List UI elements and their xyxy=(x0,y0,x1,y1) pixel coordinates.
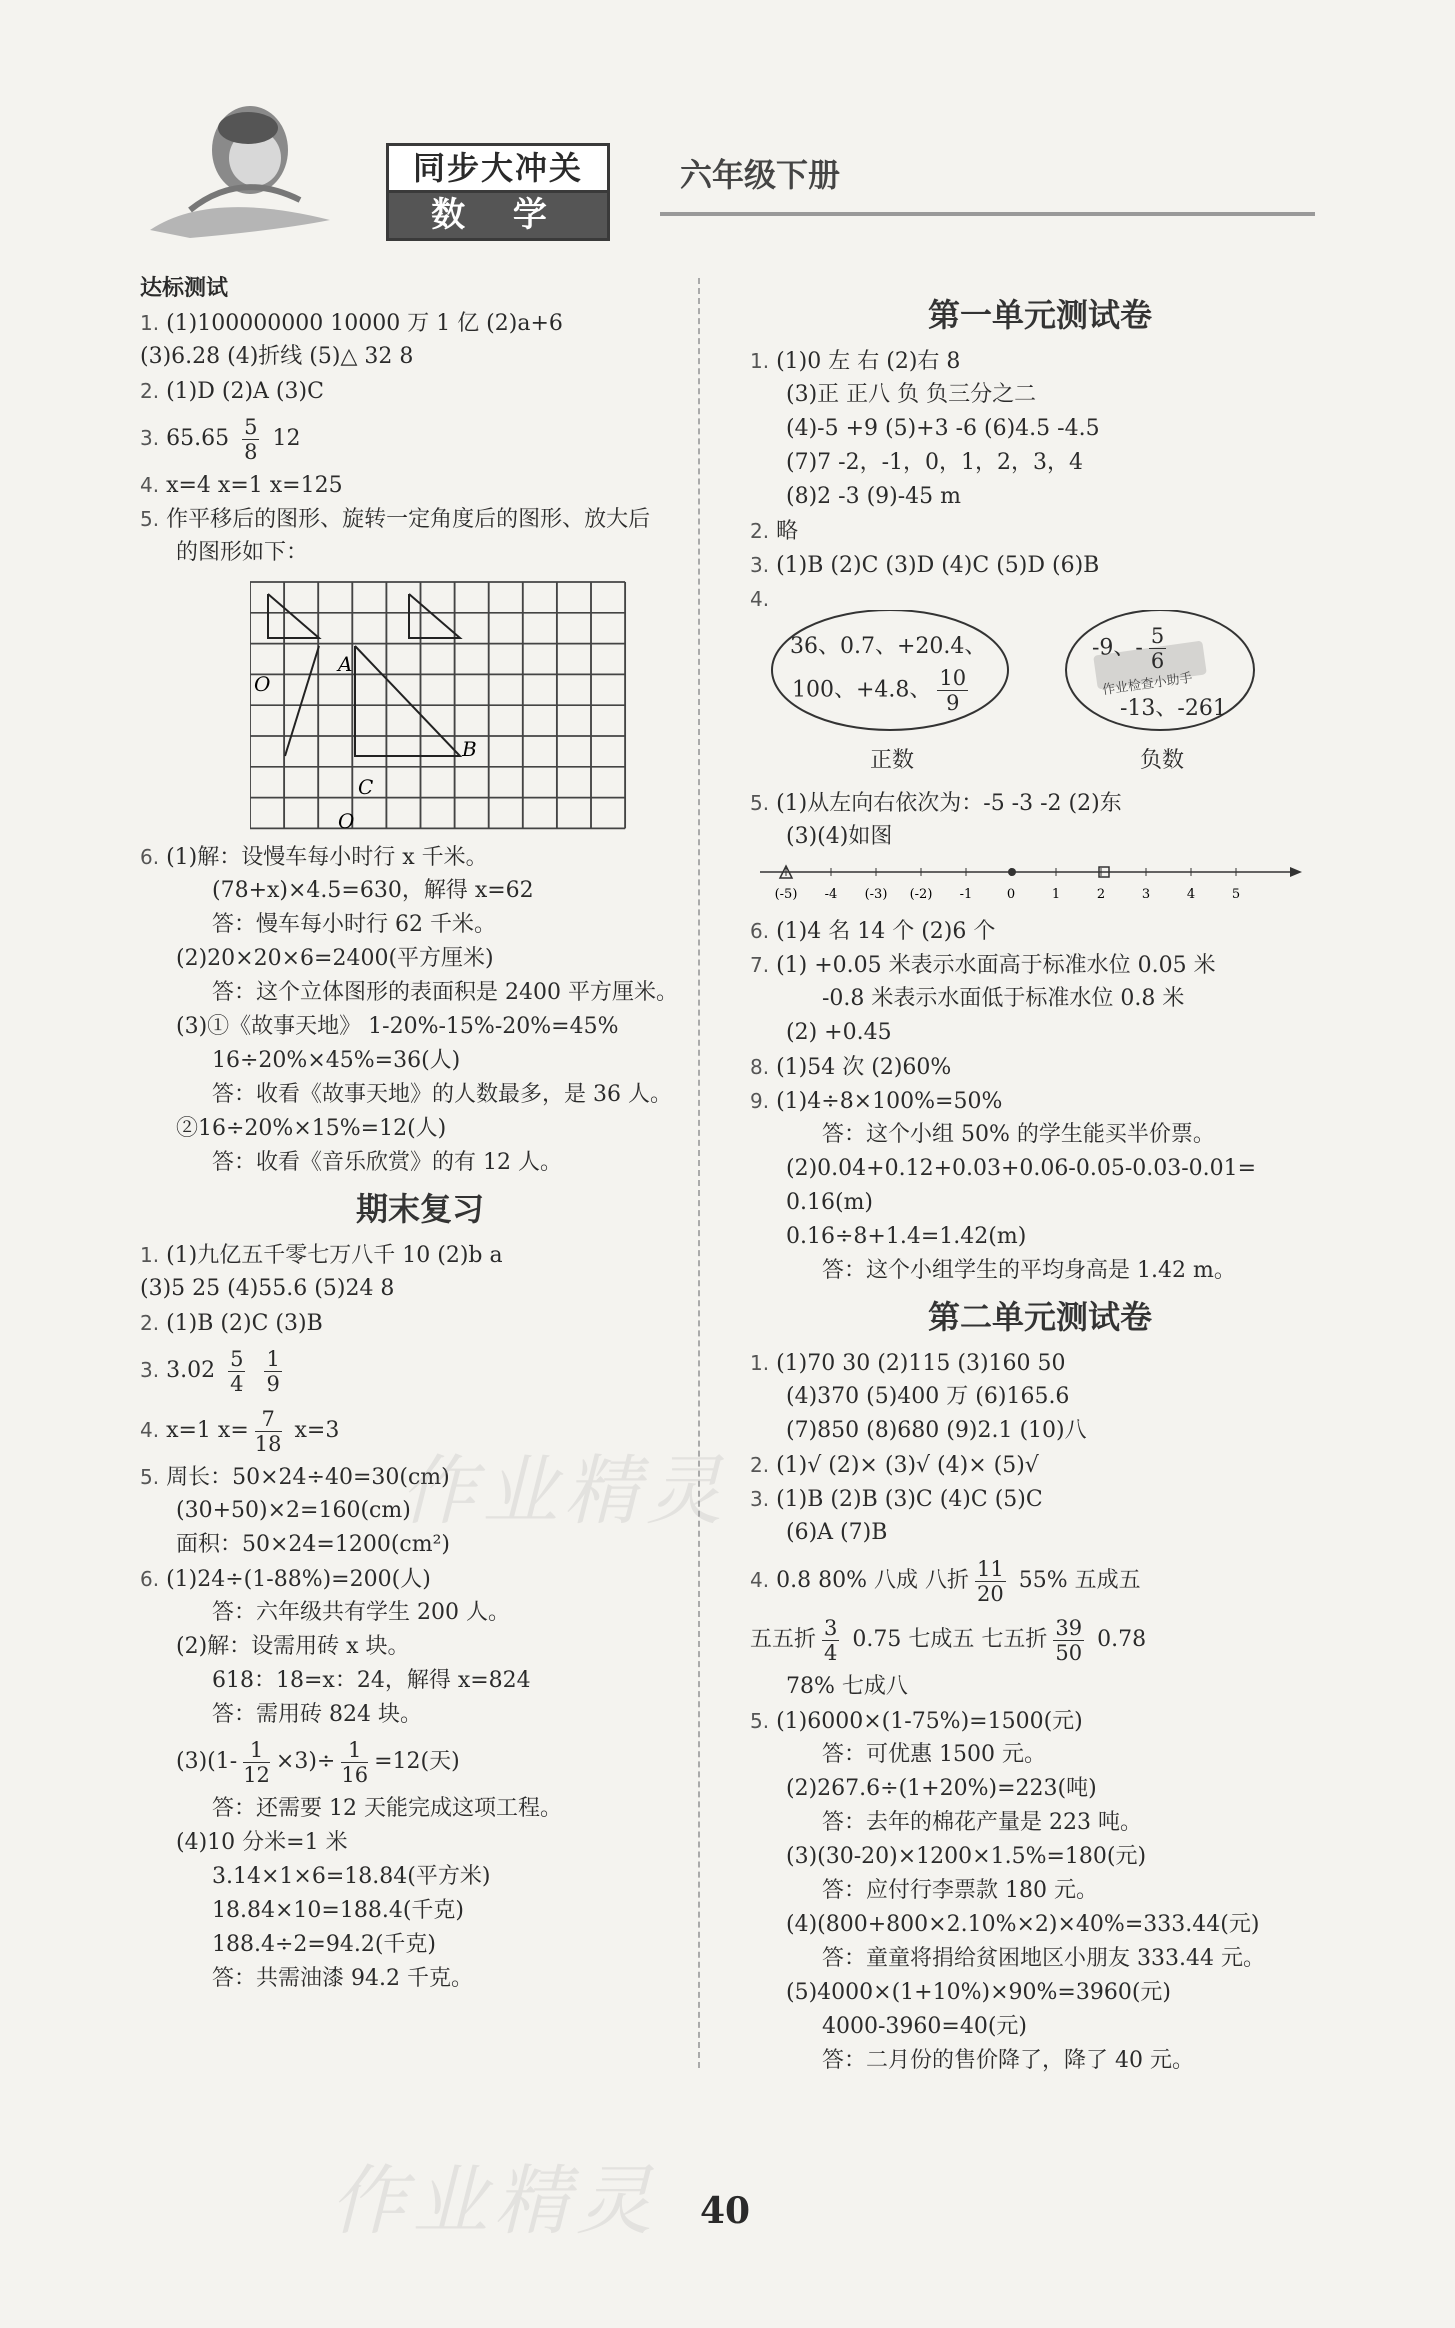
question-number: 2. xyxy=(140,1311,160,1335)
answer-line xyxy=(750,1908,1330,1942)
answer-line xyxy=(750,948,1330,982)
answer-line xyxy=(750,480,1330,514)
number-line-label: 0 xyxy=(1006,887,1016,902)
question-number: 1. xyxy=(750,1351,770,1375)
answer-line xyxy=(750,1806,1330,1840)
answer-text: (4)(800+800×2.10%×2)×40%=333.44(元) xyxy=(786,1912,1260,1937)
answer-text: 答：这个小组 50% 的学生能买半价票。 xyxy=(822,1122,1215,1147)
answer-line: 3. 65.65 $\frac{5}{8}$ 12 xyxy=(140,414,301,464)
answer-line xyxy=(140,1146,700,1180)
question-number: 1. xyxy=(140,311,160,335)
negative-caption: 负数 xyxy=(1140,748,1185,773)
answer-line xyxy=(140,874,700,908)
answer-line xyxy=(140,1928,700,1962)
question-number: 6. xyxy=(140,845,160,869)
grid-label-o1: O xyxy=(254,672,271,696)
fraction: $\frac{3}{4}$ xyxy=(824,1615,838,1665)
answer-line xyxy=(140,374,700,408)
positive-set-line1: 36、0.7、+20.4、 xyxy=(790,634,987,659)
unit1-answers xyxy=(750,344,1330,616)
question-number: 4. xyxy=(750,587,770,611)
answer-text: (3)5 25 (4)55.6 (5)24 8 xyxy=(140,1276,395,1301)
answer-text: (4)370 (5)400 万 (6)165.6 xyxy=(786,1384,1070,1409)
unit1-q5-answers xyxy=(750,786,1330,854)
number-line-label: 5 xyxy=(1231,887,1241,902)
answer-text: (3)(30-20)×1200×1.5%=180(元) xyxy=(786,1844,1147,1869)
answer-line xyxy=(140,1078,700,1112)
watermark: 作业精灵 xyxy=(330,2156,658,2245)
answer-line: 3. 3.02 $\frac{5}{4}$ $\frac{1}{9}$ xyxy=(140,1346,280,1396)
section-heading-qimo: 期末复习 xyxy=(355,1190,484,1228)
answer-line: 4. x=4 x=1 x=125 xyxy=(140,473,343,498)
answer-text: (1)解：设慢车每小时行 x 千米。 xyxy=(166,845,488,870)
answer-text: ②16÷20%×15%=12(人) xyxy=(176,1116,447,1141)
watermark: 作业精灵 xyxy=(400,1446,728,1535)
fraction: $\frac{5}{4}$ xyxy=(230,1346,244,1396)
answer-text: 答：还需要 12 天能完成这项工程。 xyxy=(212,1796,562,1821)
answer-text: (1)√ (2)× (3)√ (4)× (5)√ xyxy=(776,1453,1039,1478)
answer-text: (1)B (2)C (3)D (4)C (5)D (6)B xyxy=(776,553,1100,578)
number-line-label: 3 xyxy=(1141,887,1151,902)
answer-line xyxy=(750,1704,1330,1738)
answer-text: (1)54 次 (2)60% xyxy=(776,1055,952,1080)
question-number: 7. xyxy=(750,953,770,977)
answer-line xyxy=(750,1448,1330,1482)
answer-line xyxy=(140,908,700,942)
answer-line xyxy=(140,340,700,374)
answer-text: (1)0 左 右 (2)右 8 xyxy=(776,349,961,374)
question-number: 9. xyxy=(750,1089,770,1113)
right-column xyxy=(750,286,1330,2078)
unit1-q6-q9-answers xyxy=(750,914,1330,1288)
answer-text: (1)24÷(1-88%)=200(人) xyxy=(166,1567,431,1592)
answer-text: (1)B (2)B (3)C (4)C (5)C xyxy=(776,1487,1043,1512)
answer-text: (30+50)×2=160(cm) xyxy=(176,1498,411,1523)
answer-text: (1)6000×(1-75%)=1500(元) xyxy=(776,1709,1083,1734)
answer-line xyxy=(140,1826,700,1860)
answer-line xyxy=(750,1516,1330,1550)
answer-line xyxy=(140,1238,700,1272)
positive-set-line2: 100、+4.8、 $\frac{10}{9}$ xyxy=(792,666,967,715)
answer-text: (2) +0.45 xyxy=(786,1020,892,1045)
answer-text: 面积：50×24=1200(cm²) xyxy=(176,1532,451,1557)
answer-text: 答：二月份的售价降了，降了 40 元。 xyxy=(822,2048,1194,2073)
fraction: $\frac{5}{8}$ xyxy=(244,414,258,464)
answer-line xyxy=(750,2044,1330,2078)
answer-text: 答：需用砖 824 块。 xyxy=(212,1702,422,1727)
number-line-label: 4 xyxy=(1186,887,1196,902)
unit2-q5-answers xyxy=(750,1704,1330,2078)
answer-line: 五五折 $\frac{3}{4}$ 0.75 七成五 七五折 $\frac{39}{50}$ 0.78 xyxy=(750,1615,1147,1665)
answer-text: 周长：50×24÷40=30(cm) xyxy=(166,1465,450,1490)
answer-line xyxy=(750,1840,1330,1874)
answer-line xyxy=(750,1254,1330,1288)
answer-line xyxy=(140,1860,700,1894)
answer-text: 答：可优惠 1500 元。 xyxy=(822,1742,1046,1767)
section-heading-unit1: 第一单元测试卷 xyxy=(927,296,1152,334)
answer-line xyxy=(140,976,700,1010)
number-line-label: (-5) xyxy=(774,887,798,902)
answer-text: 18.84×10=188.4(千克) xyxy=(212,1898,464,1923)
answer-line xyxy=(140,1010,700,1044)
answer-text: (1)4 名 14 个 (2)6 个 xyxy=(776,919,996,944)
fraction: $\frac{7}{18}$ xyxy=(254,1406,282,1456)
answer-line: 4. 0.8 80% 八成 八折 $\frac{11}{20}$ 55% 五成五 xyxy=(750,1556,1141,1606)
answer-text: -0.8 米表示水面低于标准水位 0.8 米 xyxy=(822,986,1185,1011)
unit2-answers xyxy=(750,1346,1330,1550)
answer-text: 答：童童将捐给贫困地区小朋友 333.44 元。 xyxy=(822,1946,1265,1971)
answer-text: (1)D (2)A (3)C xyxy=(166,379,324,404)
answer-text: (1)100000000 10000 万 1 亿 (2)a+6 xyxy=(166,311,563,336)
answer-line xyxy=(750,1380,1330,1414)
answer-line xyxy=(750,1152,1330,1186)
answer-text: (7)850 (8)680 (9)2.1 (10)八 xyxy=(786,1418,1087,1443)
answer-line xyxy=(750,1346,1330,1380)
dabiao-q6-answers xyxy=(140,840,700,1180)
dabiao-answers xyxy=(140,306,700,408)
question-number: 2. xyxy=(140,379,160,403)
answer-text: (78+x)×4.5=630，解得 x=62 xyxy=(212,878,534,903)
answer-text: 4000-3960=40(元) xyxy=(822,2014,1028,2039)
answer-line xyxy=(140,1044,700,1078)
answer-text: 答：收看《故事天地》的人数最多，是 36 人。 xyxy=(212,1082,672,1107)
answer-line xyxy=(140,1698,700,1732)
qimo-answers xyxy=(140,1238,700,1340)
answer-line xyxy=(140,1792,700,1826)
answer-text: 0.16÷8+1.4=1.42(m) xyxy=(786,1224,1027,1249)
grid-label-o2: O xyxy=(338,809,355,833)
number-line-label: -4 xyxy=(824,887,838,902)
answer-text: 188.4÷2=94.2(千克) xyxy=(212,1932,436,1957)
question-number: 2. xyxy=(750,1453,770,1477)
question-number: 6. xyxy=(750,919,770,943)
answer-text: (2)解：设需用砖 x 块。 xyxy=(176,1634,410,1659)
answer-line xyxy=(750,412,1330,446)
answer-line xyxy=(750,446,1330,480)
question-number: 5. xyxy=(140,1465,160,1489)
answer-text: (4)10 分米=1 米 xyxy=(176,1830,348,1855)
answer-line xyxy=(750,786,1330,820)
answer-text: (4)-5 +9 (5)+3 -6 (6)4.5 -4.5 xyxy=(786,416,1100,441)
answer-line xyxy=(140,1562,700,1596)
answer-text: (7)7 -2，-1，0，1，2，3，4 xyxy=(786,450,1084,475)
question-number: 8. xyxy=(750,1055,770,1079)
answer-text: (3)(4)如图 xyxy=(786,824,893,849)
answer-line: 的图形如下： xyxy=(176,540,309,565)
page-number: 40 xyxy=(700,2190,751,2232)
answer-line xyxy=(750,344,1330,378)
answer-text: 3.14×1×6=18.84(平方米) xyxy=(212,1864,491,1889)
answer-line: (3)(1- $\frac{1}{12}$ ×3)÷ $\frac{1}{16}$ =12(天) xyxy=(176,1737,460,1787)
positive-negative-sets xyxy=(750,616,1330,786)
fraction: $\frac{5}{6}$ xyxy=(1150,624,1165,673)
left-column xyxy=(140,272,700,1996)
positive-caption: 正数 xyxy=(870,748,915,773)
answer-line xyxy=(750,1186,1330,1220)
answer-line xyxy=(750,1738,1330,1772)
grid-label-b: B xyxy=(462,737,477,761)
number-line-label: -1 xyxy=(959,887,973,902)
answer-line xyxy=(750,2010,1330,2044)
number-line-label: (-2) xyxy=(909,887,933,902)
question-number: 5. xyxy=(750,791,770,815)
fraction: $\frac{1}{12}$ xyxy=(243,1737,270,1787)
section-heading-dabiao: 达标测试 xyxy=(140,276,229,301)
header-rule xyxy=(660,212,1315,216)
question-number: 5. xyxy=(750,1709,770,1733)
answer-line xyxy=(140,1272,700,1306)
answer-line xyxy=(140,1894,700,1928)
number-line-label: 1 xyxy=(1051,887,1061,902)
answer-text: (1)4÷8×100%=50% xyxy=(776,1089,1003,1114)
answer-line xyxy=(140,1630,700,1664)
number-line-label: (-3) xyxy=(864,887,888,902)
answer-text: 618：18=x：24，解得 x=824 xyxy=(212,1668,531,1693)
answer-text: (3)6.28 (4)折线 (5)△ 32 8 xyxy=(140,344,414,369)
answer-line: 5. 作平移后的图形、旋转一定角度后的图形、放大后 xyxy=(140,507,651,532)
answer-line xyxy=(750,1016,1330,1050)
answer-line xyxy=(750,1482,1330,1516)
answer-text: (3)①《故事天地》 1-20%-15%-20%=45% xyxy=(176,1014,619,1039)
answer-text: (2)0.04+0.12+0.03+0.06-0.05-0.03-0.01= xyxy=(786,1156,1257,1181)
question-number: 1. xyxy=(750,349,770,373)
answer-text: (1)九亿五千零七万八千 10 (2)b a xyxy=(166,1243,503,1268)
question-number: 3. xyxy=(750,1487,770,1511)
answer-text: 答：这个立体图形的表面积是 2400 平方厘米。 xyxy=(212,980,678,1005)
answer-text: (1) +0.05 米表示水面高于标准水位 0.05 米 xyxy=(776,953,1216,978)
answer-line xyxy=(750,378,1330,412)
dot-marker xyxy=(1008,868,1016,876)
number-line-label: 2 xyxy=(1096,887,1106,902)
answer-text: (1)B (2)C (3)B xyxy=(166,1311,323,1336)
grid-label-a: A xyxy=(338,652,353,676)
answer-text: (5)4000×(1+10%)×90%=3960(元) xyxy=(786,1980,1172,2005)
answer-text: (6)A (7)B xyxy=(786,1520,888,1545)
answer-text: (3)正 正八 负 负三分之二 xyxy=(786,382,1037,407)
answer-line xyxy=(140,1306,700,1340)
answer-line xyxy=(140,1664,700,1698)
fraction: $\frac{39}{50}$ xyxy=(1055,1615,1083,1665)
fraction: $\frac{1}{9}$ xyxy=(266,1346,280,1396)
answer-line xyxy=(750,1084,1330,1118)
answer-line xyxy=(140,942,700,976)
answer-text: 答：这个小组学生的平均身高是 1.42 m。 xyxy=(822,1258,1236,1283)
answer-text: 0.16(m) xyxy=(786,1190,874,1215)
answer-line xyxy=(140,1112,700,1146)
answer-text: (2)20×20×6=2400(平方厘米) xyxy=(176,946,494,971)
answer-text: 答：收看《音乐欣赏》的有 12 人。 xyxy=(212,1150,562,1175)
negative-set-line2: -13、-261 xyxy=(1120,696,1227,721)
answer-line xyxy=(750,982,1330,1016)
answer-line xyxy=(140,840,700,874)
answer-line xyxy=(140,1596,700,1630)
answer-line xyxy=(750,1874,1330,1908)
answer-line xyxy=(750,1976,1330,2010)
question-number: 3. xyxy=(750,553,770,577)
answer-text: 答：慢车每小时行 62 千米。 xyxy=(212,912,496,937)
series-title: 同步大冲关 xyxy=(389,146,607,193)
answer-line xyxy=(750,1050,1330,1084)
question-number: 1. xyxy=(140,1243,160,1267)
answer-line xyxy=(750,914,1330,948)
answer-line xyxy=(750,1414,1330,1448)
question-number: 6. xyxy=(140,1567,160,1591)
answer-line xyxy=(750,1220,1330,1254)
fraction: $\frac{1}{16}$ xyxy=(341,1737,369,1787)
answer-text: 答：去年的棉花产量是 223 吨。 xyxy=(822,1810,1142,1835)
fraction: $\frac{10}{9}$ xyxy=(939,666,967,715)
answer-line: 78% 七成八 xyxy=(786,1674,908,1699)
answer-line xyxy=(140,306,700,340)
stamp-text: 作业检查小助手 xyxy=(1101,670,1194,699)
answer-line xyxy=(750,820,1330,854)
answer-text: 答：共需油漆 94.2 千克。 xyxy=(212,1966,473,1991)
answer-text: (8)2 -3 (9)-45 m xyxy=(786,484,962,509)
subject-title: 数 学 xyxy=(389,193,607,238)
grid-label-c: C xyxy=(358,775,374,799)
negative-set-line1: -9、- $\frac{5}{6}$ xyxy=(1092,624,1165,673)
answer-text: (1)从左向右依次为：-5 -3 -2 (2)东 xyxy=(776,791,1122,816)
answer-text: (2)267.6÷(1+20%)=223(吨) xyxy=(786,1776,1097,1801)
grade-label: 六年级下册 xyxy=(680,156,841,194)
answer-line xyxy=(750,1118,1330,1152)
answer-line xyxy=(140,1962,700,1996)
section-heading-unit2: 第二单元测试卷 xyxy=(927,1298,1152,1336)
answer-line xyxy=(750,1942,1330,1976)
qimo-q6-rest-answers xyxy=(140,1792,700,1996)
number-line-figure xyxy=(750,854,1330,914)
series-title-box xyxy=(386,143,610,241)
answer-text: 答：应付行李票款 180 元。 xyxy=(822,1878,1098,1903)
answer-text: 略 xyxy=(776,519,799,544)
answer-line xyxy=(750,548,1330,582)
answer-text: 16÷20%×45%=36(人) xyxy=(212,1048,461,1073)
answer-line xyxy=(750,1772,1330,1806)
answer-line: 4. x=1 x= $\frac{7}{18}$ x=3 xyxy=(140,1406,340,1456)
answer-text: (1)70 30 (2)115 (3)160 50 xyxy=(776,1351,1066,1376)
answer-text: 答：六年级共有学生 200 人。 xyxy=(212,1600,510,1625)
mascot-illustration xyxy=(130,80,350,240)
fraction: $\frac{11}{20}$ xyxy=(976,1556,1004,1606)
answer-line xyxy=(750,514,1330,548)
transform-grid-figure xyxy=(140,570,700,840)
question-number: 2. xyxy=(750,519,770,543)
